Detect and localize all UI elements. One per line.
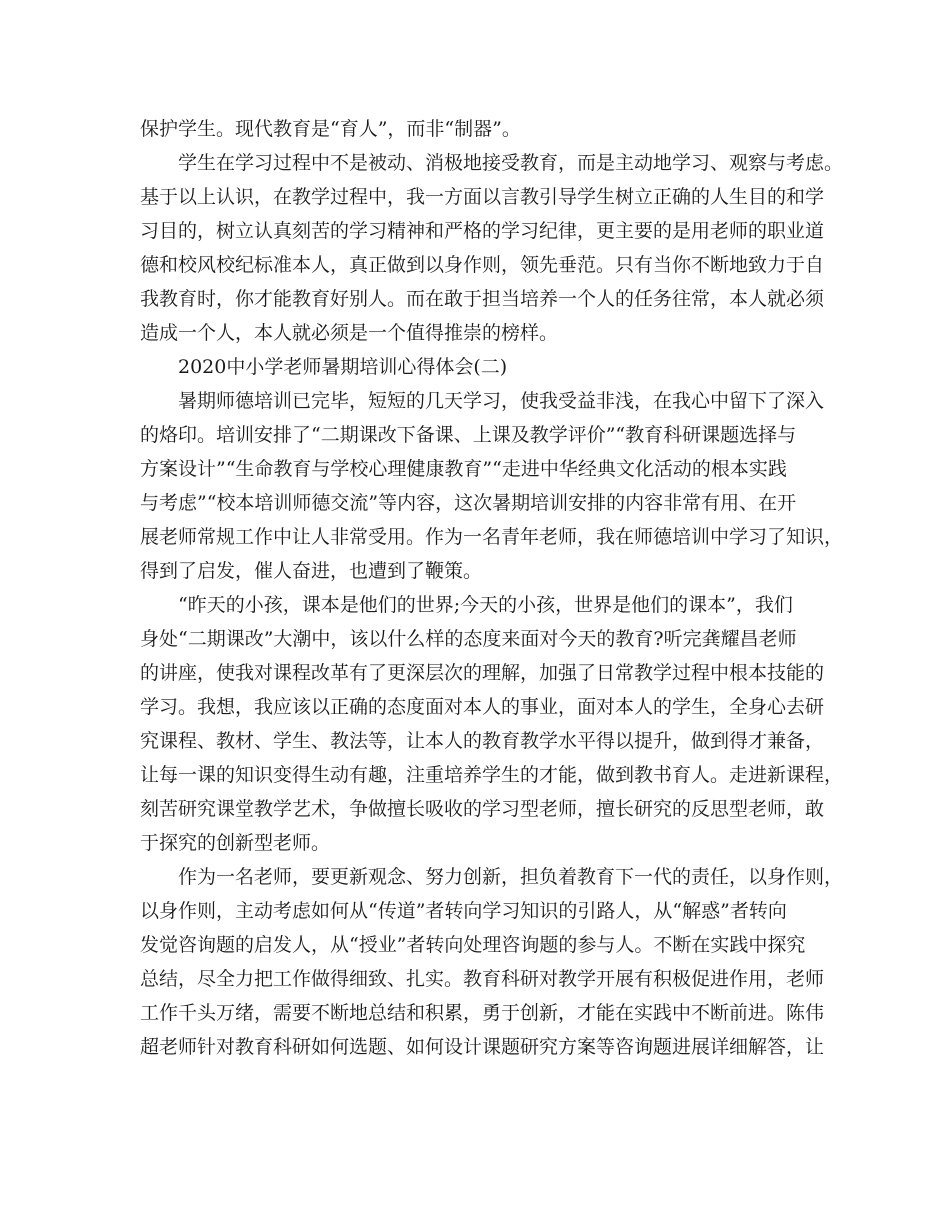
text-line: 造成一个人，本人就必须是一个值得推崇的榜样。: [140, 322, 559, 344]
text-line: 暑期师德培训已完毕，短短的几天学习，使我受益非浅，在我心中留下了深入: [178, 390, 825, 412]
document-body: [140, 112, 844, 1064]
text-line: 保护学生。现代教育是“育人”，而非“制器”。: [140, 118, 521, 140]
text-line: 的讲座，使我对课程改革有了更深层次的理解，加强了日常教学过程中根本技能的: [140, 662, 825, 684]
text-line: 于探究的创新型老师。: [140, 832, 331, 854]
text-line: 得到了启发，催人奋进，也遭到了鞭策。: [140, 560, 483, 582]
text-line: 以身作则，主动考虑如何从“传道”者转向学习知识的引路人，从“解惑”者转向: [140, 900, 787, 922]
text-line: 基于以上认识，在教学过程中，我一方面以言教引导学生树立正确的人生目的和学: [140, 186, 825, 208]
text-line: 德和校风校纪标准本人，真正做到以身作则，领先垂范。只有当你不断地致力于自: [140, 254, 825, 276]
text-line: 展老师常规工作中让人非常受用。作为一名青年老师，我在师德培训中学习了知识，: [140, 526, 844, 548]
text-line: 习目的，树立认真刻苦的学习精神和严格的学习纪律，更主要的是用老师的职业道: [140, 220, 825, 242]
text-line: 方案设计”“生命教育与学校心理健康教育”“走进中华经典文化活动的根本实践: [140, 458, 787, 480]
text-line: “昨天的小孩，课本是他们的世界;今天的小孩，世界是他们的课本”，我们: [178, 594, 793, 616]
text-line: 工作千头万绪，需要不断地总结和积累，勇于创新，才能在实践中不断前进。陈伟: [140, 1002, 825, 1024]
text-line: 发觉咨询题的启发人，从“授业”者转向处理咨询题的参与人。不断在实践中探究: [140, 934, 806, 956]
text-line: 让每一课的知识变得生动有趣，注重培养学生的才能，做到教书育人。走进新课程，: [140, 764, 844, 786]
text-line: 身处“二期课改”大潮中，该以什么样的态度来面对今天的教育?听完龚耀昌老师: [140, 628, 797, 650]
text-line: 超老师针对教育科研如何选题、如何设计课题研究方案等咨询题进展详细解答，让: [140, 1036, 825, 1058]
text-line: 的烙印。培训安排了“二期课改下备课、上课及教学评价”“教育科研课题选择与: [140, 424, 797, 446]
text-line: 2020中小学老师暑期培训心得体会(二): [178, 356, 508, 378]
text-line: 与考虑”“校本培训师德交流”等内容，这次暑期培训安排的内容非常有用、在开: [140, 492, 797, 514]
text-line: 究课程、教材、学生、教法等，让本人的教育教学水平得以提升，做到得才兼备，: [140, 730, 825, 752]
text-line: 总结，尽全力把工作做得细致、扎实。教育科研对教学开展有积极促进作用，老师: [140, 968, 825, 990]
text-line: 学生在学习过程中不是被动、消极地接受教育，而是主动地学习、观察与考虑。: [178, 152, 844, 174]
text-line: 我教育时，你才能教育好别人。而在敢于担当培养一个人的任务往常，本人就必须: [140, 288, 825, 310]
text-line: 作为一名老师，要更新观念、努力创新，担负着教育下一代的责任，以身作则，: [178, 866, 844, 888]
text-line: 学习。我想，我应该以正确的态度面对本人的事业，面对本人的学生，全身心去研: [140, 696, 825, 718]
text-line: 刻苦研究课堂教学艺术，争做擅长吸收的学习型老师，擅长研究的反思型老师，敢: [140, 798, 825, 820]
